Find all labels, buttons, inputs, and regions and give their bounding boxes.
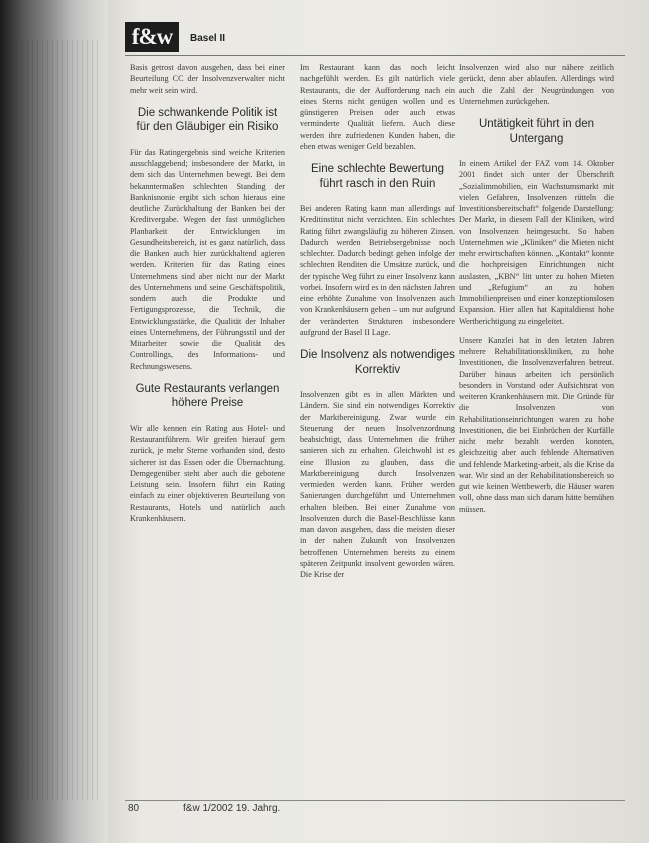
paragraph: Wir alle kennen ein Rating aus Hotel- und Restaurantführern. Wir greifen hierauf gern zurück, je mehr Sterne vorhanden sind, desto sicherer ist das Essen oder die Übernachtung. Demgegenüber steht aber auch die gebotene Leistung sein. Insofern führt ein Rating einfach zu einer objektiveren Beurteilung von Restaurants, Hotels und natürlich auch Krankenhäusern. [130, 423, 285, 523]
section-heading: Gute Restaurants verlangen höhere Preise [135, 382, 280, 410]
text-column-1 [130, 62, 285, 532]
page-edges [22, 40, 102, 800]
book-spine [0, 0, 112, 843]
section-heading: Die schwankende Politik ist für den Gläubiger ein Risiko [136, 106, 279, 134]
paragraph: Im Restaurant kann das noch leicht nachgefühlt werden. Es gilt natürlich viele Restaurants, die der Aufforderung nach ein eines Sterns nicht genügen wollen und es günstigeren Preisen oder auch etwas verminderte Qualität liefern. Auch diese werden ihre zufriedenen Kunden haben, die eben etwas weniger Geld bezahlen. [300, 63, 455, 151]
paragraph: Bei anderen Rating kann man allerdings auf Kreditinstitut nicht verzichten. Ein schlechtes Rating führt zwangsläufig zu höheren Zinsen. Dadurch werden Betriebsergebnisse noch schlechter. Dadurch bedingt gehen infolge der schlechten Renditen die Umsätze zurück, und der typische Weg führt zu einer Insolvenz kann vorbei. Insofern wird es in den nächsten Jahren eine erhöhte Zunahme von Insolvenzen auch von Krankenhäusern geben – um nur aufgrund der veränderten Strukturen insbesondere aufgrund der Basel II Lage. [300, 204, 455, 337]
paragraph: Für das Ratingergebnis sind weiche Kriterien ausschlaggebend; insbesondere der Markt, in dem sich das Unternehmen bewegt. Bei dem bekanntermaßen schlechten Standing der Banknisnonie ergibt sich schon hieraus eine deutliche Zurückhaltung der Banken bei der Kreditvergabe. Wegen der fast unmöglichen Planbarkeit der Entwicklungen im Gesundheitsbereich, ist es ganz natürlich, dass die Banken auch hier zurückhaltend agieren werden. Kriterien für das Rating eines Unternehmens sind aber nicht nur der Markt des Unternehmens und seine Geschäftspolitik, sondern auch die Produkte und Fertigungsprozesse, die Technik, die Entwicklungsstärke, die Qualität der Inhaber eines Unternehmens, der Führungsstil und der Mitarbeiter sowie die Qualität des Controllings, des Informations- und Rechnungswesens. [130, 147, 285, 371]
header-divider [125, 55, 625, 56]
footer-divider [125, 800, 625, 801]
section-heading: Eine schlechte Bewertung führt rasch in den Ruin [311, 163, 444, 190]
section-title: Basel II [190, 33, 226, 44]
text-column-3 [459, 62, 614, 523]
text-column-2 [300, 62, 455, 588]
paragraph: In einem Artikel der FAZ vom 14. Oktober 2001 findet sich unter der Überschrift „Sozialimmobilien, ein Wachstumsmarkt mit vielen Gefahren, Insolvenzen rütteln die Investitionsbereitschaft“ folgende Darstellung: Der Markt, in diesem Fall der Kliniken, wird von Insolvenzen heimgesucht. So haben Unternehmen wie „Kliniken“ die Mieten nicht mehr erwirtschaften können. „Kontakt“ konnte die hochpreisigen Einrichtungen nicht auslasten, „KBN“ litt unter zu hohen Mieten und „Refugium“ an zu hohen Immobilienpreisen und einer konzeptionslosen Expansion. Hier allen hat Kapitaldienst hohe Wertberichtigung zu eingeleitet. [459, 159, 614, 326]
paragraph: Insolvenzen gibt es in allen Märkten und Ländern. Sie sind ein notwendiges Korrektiv der Marktbereinigung. Zwar wurde ein Steuerung der neuen Insolvenzordnung beabsichtigt, dass Unternehmen die früher sanieren sich zu erhalten. Gleichwohl ist es eine Illusion zu glauben, dass die Marktbereinigung durch Insolvenzen vermieden werden kann. Früher werden Sanierungen durchgeführt und Unternehmen erhalten bleiben. Bei einer Zunahme von Insolvenzen durch die Basel-Beschlüsse kann man davon ausgehen, dass die meisten dieser in der nahen Zukunft von Insolvenzen betroffenen Unternehmen bereits zu einem späteren Zeitpunkt insolvent geworden wären. Die Krise der [300, 390, 455, 579]
journal-issue: f&w 1/2002 19. Jahrg. [183, 803, 281, 814]
section-heading: Die Insolvenz als notwendiges Korrektiv [300, 349, 455, 376]
journal-logo: f&w [125, 22, 179, 52]
paragraph: Insolvenzen wird also nur nähere zeitlich gerückt, denn aber ablaufen. Allerdings wird auch die Zahl der Neugründungen von Unternehmen zurückgehen. [459, 63, 614, 106]
paragraph: Basis getrost davon ausgehen, dass bei einer Beurteilung CC der Insolvenzverwalter nicht mehr weit sein wird. [130, 63, 285, 95]
section-heading: Untätigkeit führt in den Untergang [478, 118, 595, 145]
paragraph: Unsere Kanzlei hat in den letzten Jahren mehrere Rehabilitationskliniken, zu hohe Investitionen, die Insolvenzverfahren betreut. Darüber hinaus arbeiten ich persönlich besonders in Vorstand oder Aufsichtsrat von weiteren Krankenhäusern mit. Die Gründe für die Insolvenzen von Rehabilitationseinrichtungen waren zu hohe Investitionen, die bei Einbrüchen der Kurfälle nicht mehr bezahlt werden konnten, gleichzeitig aber auch fehlende Alternativen und fehlende Marketing-arbeit, als die Krise da war. Wir sind an der Rehabilitationsbereich so gut wie keinen Wettbewerb, die Häuser waren voll, ohne dass man sich darum hätte bemühen müssen. [459, 335, 614, 514]
page-number: 80 [128, 803, 140, 814]
